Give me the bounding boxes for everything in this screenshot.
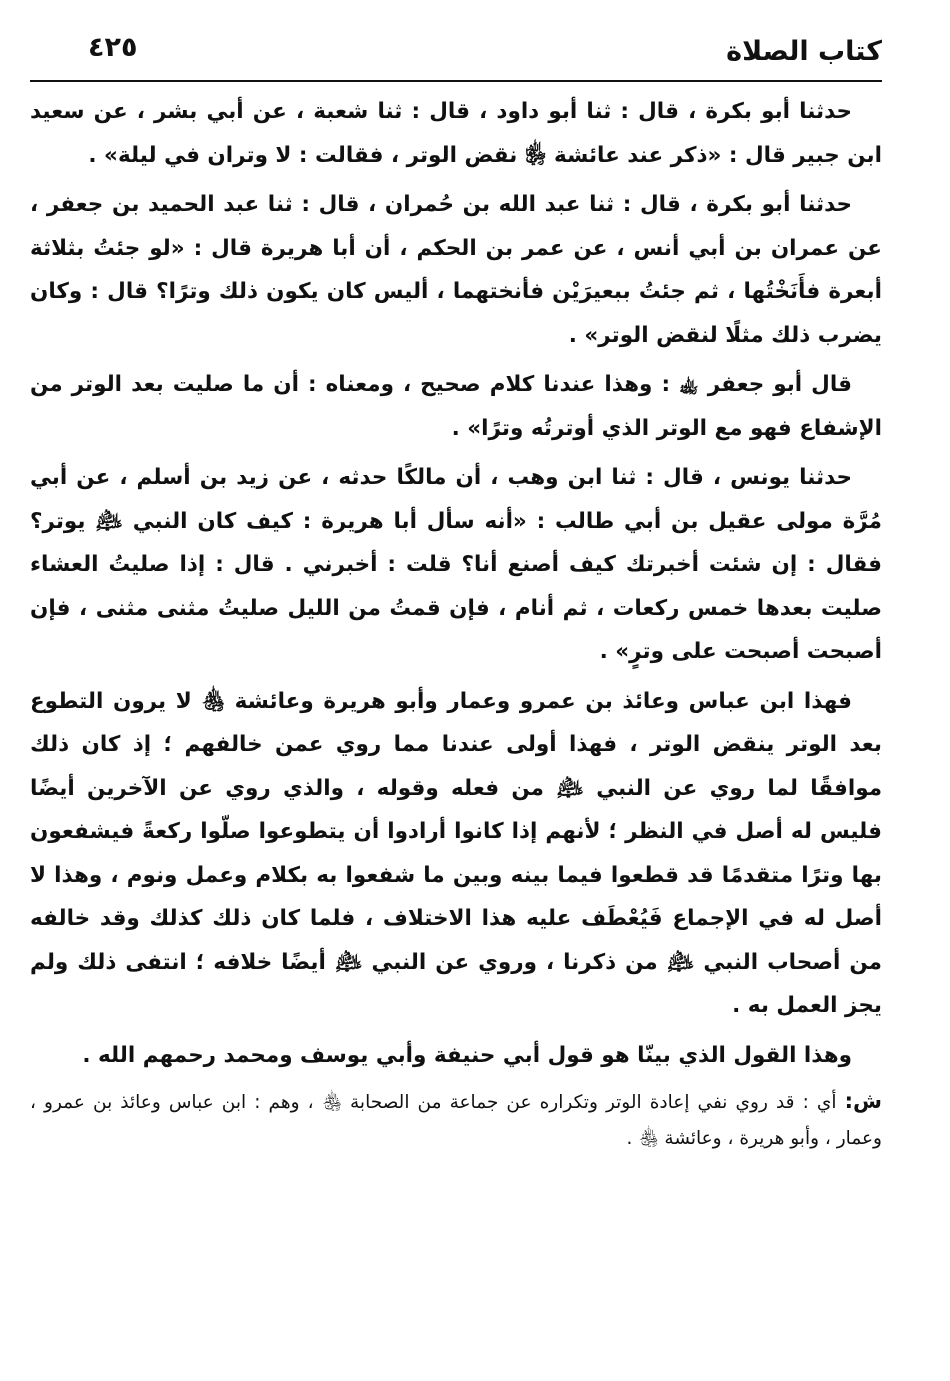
paragraph-abu-jafar-comment: قال أبو جعفر ﵀ : وهذا عندنا كلام صحيح ، ومعناه : أن ما صليت بعد الوتر من الإشفاع فهو مع الوتر الذي أوترتُه وترًا» . xyxy=(30,372,882,441)
page-header xyxy=(30,22,882,82)
main-text xyxy=(30,90,882,1077)
book-page xyxy=(30,22,882,1362)
chapter-title: كتاب الصلاة xyxy=(726,36,882,67)
paragraph-conclusion: وهذا القول الذي بينّا هو قول أبي حنيفة وأبي يوسف ومحمد رحمهم الله . xyxy=(82,1042,852,1068)
page-number: ٤٢٥ xyxy=(88,32,138,63)
commentary-note xyxy=(30,1083,882,1157)
commentary-text: أي : قد روي نفي إعادة الوتر وتكراره عن جماعة من الصحابة ﵃ ، وهم : ابن عباس وعائذ بن عمرو ، وعمار ، وأبو هريرة ، وعائشة ﵃ . xyxy=(30,1092,882,1149)
paragraph-hadith-yunus: حدثنا يونس ، قال : ثنا ابن وهب ، أن مالكًا حدثه ، عن زيد بن أسلم ، عن أبي مُرَّة مولى عقيل بن أبي طالب : «أنه سأل أبا هريرة : كيف كان النبي ﵇ يوتر؟ فقال : إن شئت أخبرتك كيف أصنع أنا؟ قلت : أخبرني . قال : إذا صليتُ العشاء صليت بعدها خمس ركعات ، ثم أنام ، فإن قمتُ من الليل صليتُ مثنى مثنى ، فإن أصبحت أصبحت على وترٍ» . xyxy=(30,465,882,664)
paragraph-hadith-abu-bakra-1: حدثنا أبو بكرة ، قال : ثنا أبو داود ، قال : ثنا شعبة ، عن أبي بشر ، عن سعيد ابن جبير قال : «ذكر عند عائشة ﵂ نقض الوتر ، فقالت : لا وتران في ليلة» . xyxy=(30,99,882,168)
commentary-paragraph xyxy=(30,1083,882,1157)
commentary-label: ش: xyxy=(844,1089,882,1113)
paragraph-discussion: فهذا ابن عباس وعائذ بن عمرو وعمار وأبو هريرة وعائشة ﵃ لا يرون التطوع بعد الوتر ينقض الوتر ، فهذا أولى عندنا مما روي عمن خالفهم ؛ إذ كان ذلك موافقًا لما روي عن النبي ﵇ من فعله وقوله ، والذي روي عن الآخرين أيضًا فليس له أصل في النظر ؛ لأنهم إذا كانوا أرادوا أن يتطوعوا صلّوا ركعةً فيشفعون بها وترًا متقدمًا قد قطعوا فيما بينه وبين ما شفعوا به بكلام وعمل ونوم ، وهذا لا أصل له في الإجماع فَيُعْطَف عليه هذا الاختلاف ، فلما كان ذلك كذلك وقد خالفه من أصحاب النبي ﵇ من ذكرنا ، وروي عن النبي ﵇ أيضًا خلافه ؛ انتفى ذلك ولم يجز العمل به . xyxy=(30,688,882,1018)
paragraph-hadith-abu-bakra-2: حدثنا أبو بكرة ، قال : ثنا عبد الله بن حُمران ، قال : ثنا عبد الحميد بن جعفر ، عن عمران بن أبي أنس ، عن عمر بن الحكم ، أن أبا هريرة قال : «لو جئتُ بثلاثة أبعرة فأَنَخْتُها ، ثم جئتُ ببعيرَيْن فأنختهما ، أليس كان يكون ذلك وترًا؟ قال : وكان يضرب ذلك مثلًا لنقض الوتر» . xyxy=(30,192,882,348)
